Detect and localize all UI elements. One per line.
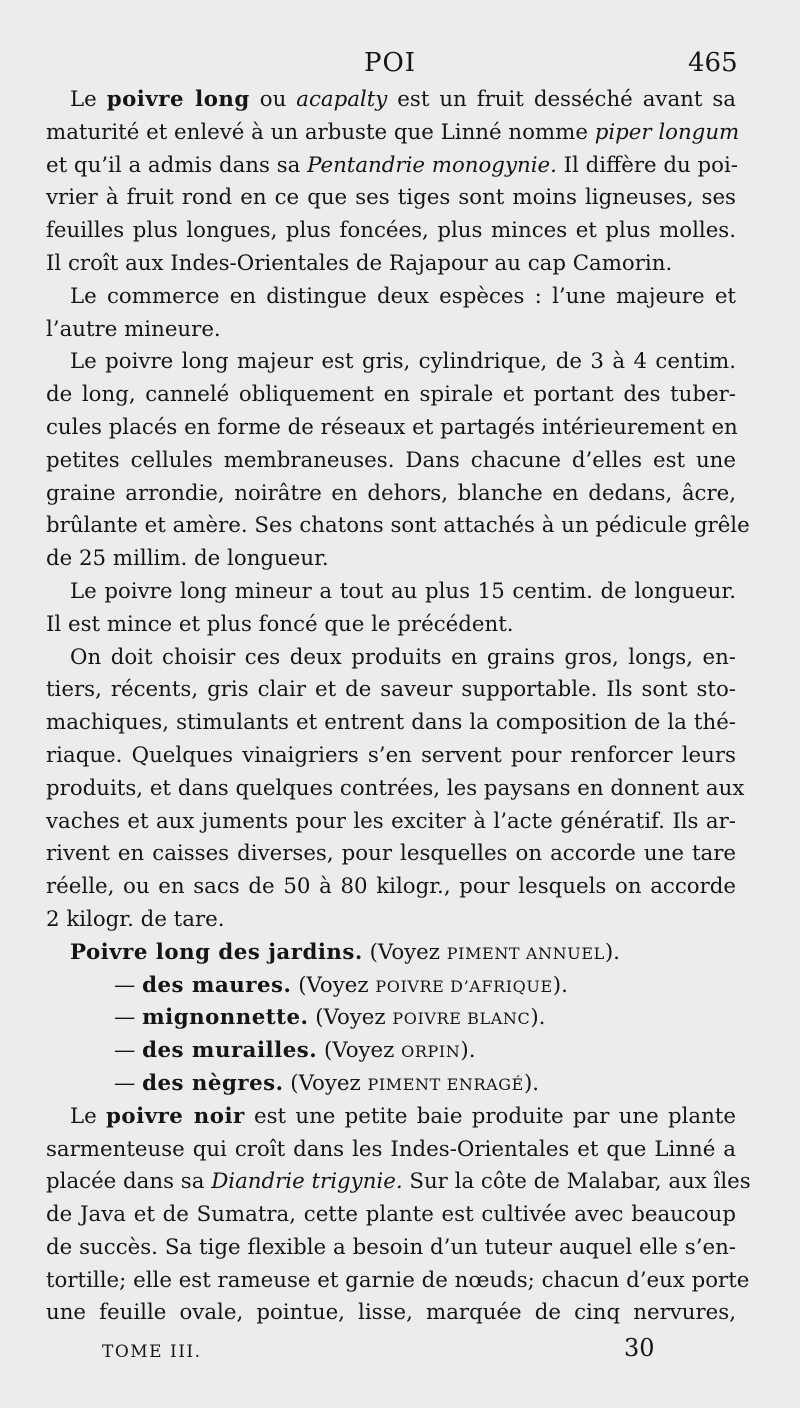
term-piper-longum: piper longum [594, 119, 740, 145]
text-line: Le poivre long majeur est gris, cylindrique, de 3 à 4 centim. [70, 349, 736, 375]
entry-reference: PIMENT ANNUEL [446, 943, 605, 963]
text-run: Il diffère du poi- [556, 152, 738, 178]
term-pentandrie: Pentandrie monogynie. [307, 152, 557, 178]
entry-headword: Poivre long des jardins. [70, 939, 363, 965]
dash: — [114, 1005, 143, 1031]
paragraph-poivre-long-mineur [46, 576, 736, 642]
text-run: (Voyez [317, 1038, 402, 1064]
text-line: réelle, ou en sacs de 50 à 80 kilogr., pour lesquels on accorde [46, 874, 736, 900]
text-run: ou [249, 87, 297, 112]
text-line: brûlante et amère. Ses chatons sont attachés à un pédicule grêle [46, 513, 750, 539]
text-line [46, 117, 740, 150]
paragraph-choix [46, 642, 745, 937]
text-run: Le [70, 87, 107, 112]
text-run: ). [460, 1038, 476, 1064]
text-run: (Voyez [362, 939, 447, 965]
text-line: Le commerce en distingue deux espèces : l’une majeure et [70, 283, 736, 309]
page-footer [0, 1334, 800, 1374]
signature-mark: 30 [624, 1334, 655, 1362]
text-line [46, 1166, 751, 1199]
text-line: tiers, récents, gris clair et de saveur supportable. Ils sont sto- [46, 677, 736, 703]
text-run: (Voyez [291, 972, 376, 998]
term-diandrie: Diandrie trigynie. [211, 1169, 403, 1195]
paragraph-poivre-noir [46, 1101, 751, 1331]
text-run: Le [70, 1103, 107, 1129]
cross-reference-entry [46, 1035, 736, 1068]
text-line: petites cellules membraneuses. Dans chacune d’elles est une [46, 447, 736, 473]
entry-headword: des nègres. [142, 1070, 284, 1096]
dash: — [114, 1038, 143, 1064]
text-line: l’autre mineure. [46, 316, 221, 342]
term-acapalty: acapalty [296, 87, 388, 112]
text-line: On doit choisir ces deux produits en grains gros, longs, en- [70, 644, 736, 670]
text-run: ). [552, 972, 568, 998]
text-line: 2 kilogr. de tare. [46, 906, 225, 932]
text-line: machiques, stimulants et entrent dans la composition de la thé- [46, 710, 736, 736]
text-line: feuilles plus longues, plus foncées, plus minces et plus molles. [46, 218, 736, 244]
term-poivre-noir: poivre noir [106, 1103, 245, 1129]
cross-reference-list [46, 937, 736, 1101]
entry-headword: des murailles. [142, 1038, 318, 1064]
cross-reference-entry [46, 1068, 736, 1101]
text-line: rivent en caisses diverses, pour lesquelles on accorde une tare [46, 841, 736, 867]
text-line: de 25 millim. de longueur. [46, 546, 329, 572]
text-line: Il croît aux Indes-Orientales de Rajapour au cap Camorin. [46, 250, 673, 276]
page-header [0, 48, 800, 88]
text-line: de long, cannelé obliquement en spirale et portant des tuber- [46, 382, 736, 408]
entry-headword: mignonnette. [142, 1005, 309, 1031]
text-line: une feuille ovale, pointue, lisse, marquée de cinq nervures, [46, 1300, 736, 1326]
text-line: de Java et de Sumatra, cette plante est cultivée avec beaucoup [46, 1202, 736, 1228]
text-line: de succès. Sa tige flexible a besoin d’un tuteur auquel elle s’en- [46, 1234, 736, 1260]
dash: — [114, 1070, 143, 1096]
text-run: (Voyez [308, 1005, 393, 1031]
cross-reference-entry [46, 1002, 736, 1035]
entry-reference: POIVRE BLANC [392, 1009, 531, 1029]
cross-reference-entry [46, 970, 736, 1003]
text-run: ). [604, 939, 620, 965]
term-poivre-long: poivre long [106, 87, 250, 112]
entry-reference: PIMENT ENRAGÉ [367, 1074, 524, 1094]
running-title: POI [364, 48, 417, 78]
paragraph-poivre-long-majeur [46, 346, 750, 576]
text-run: maturité et enlevé à un arbuste que Linné nomme [46, 119, 595, 145]
text-line [46, 1101, 736, 1134]
body-text [46, 84, 751, 1330]
paragraph-especes [46, 281, 736, 347]
text-line: sarmenteuse qui croît dans les Indes-Orientales et que Linné a [46, 1136, 736, 1162]
text-run: et qu’il a admis dans sa [46, 152, 308, 178]
text-line: vrier à fruit rond en ce que ses tiges sont moins ligneuses, ses [46, 185, 736, 211]
text-line: produits, et dans quelques contrées, les paysans en donnent aux [46, 775, 745, 801]
entry-reference: POIVRE D’AFRIQUE [375, 976, 553, 996]
text-line: graine arrondie, noirâtre en dehors, blanche en dedans, âcre, [46, 480, 736, 506]
cross-reference-entry [46, 937, 736, 970]
text-run: ). [530, 1005, 546, 1031]
paragraph-poivre-long [46, 84, 740, 281]
text-run: placée dans sa [46, 1169, 212, 1195]
text-line: cules placés en forme de réseaux et partagés intérieurement en [46, 414, 738, 440]
text-line: Le poivre long mineur a tout au plus 15 centim. de longueur. [70, 578, 736, 604]
text-run: est une petite baie produite par une plante [244, 1103, 737, 1129]
text-run: Sur la côte de Malabar, aux îles [402, 1169, 751, 1195]
entry-headword: des maures. [142, 972, 292, 998]
text-line [46, 150, 736, 183]
entry-reference: ORPIN [401, 1042, 461, 1062]
text-line: vaches et aux juments pour les exciter à l’acte génératif. Ils ar- [46, 808, 736, 834]
text-run: (Voyez [283, 1070, 368, 1096]
text-run: est un fruit desséché avant sa [387, 87, 737, 112]
text-run: ). [523, 1070, 540, 1096]
dash: — [114, 972, 143, 998]
volume-label: TOME III. [102, 1342, 202, 1362]
text-line: tortille; elle est rameuse et garnie de nœuds; chacun d’eux porte [46, 1267, 750, 1293]
text-line [46, 84, 736, 117]
text-line: Il est mince et plus foncé que le précédent. [46, 611, 514, 637]
page-number: 465 [688, 48, 738, 78]
text-line: riaque. Quelques vinaigriers s’en servent pour renforcer leurs [46, 742, 736, 768]
